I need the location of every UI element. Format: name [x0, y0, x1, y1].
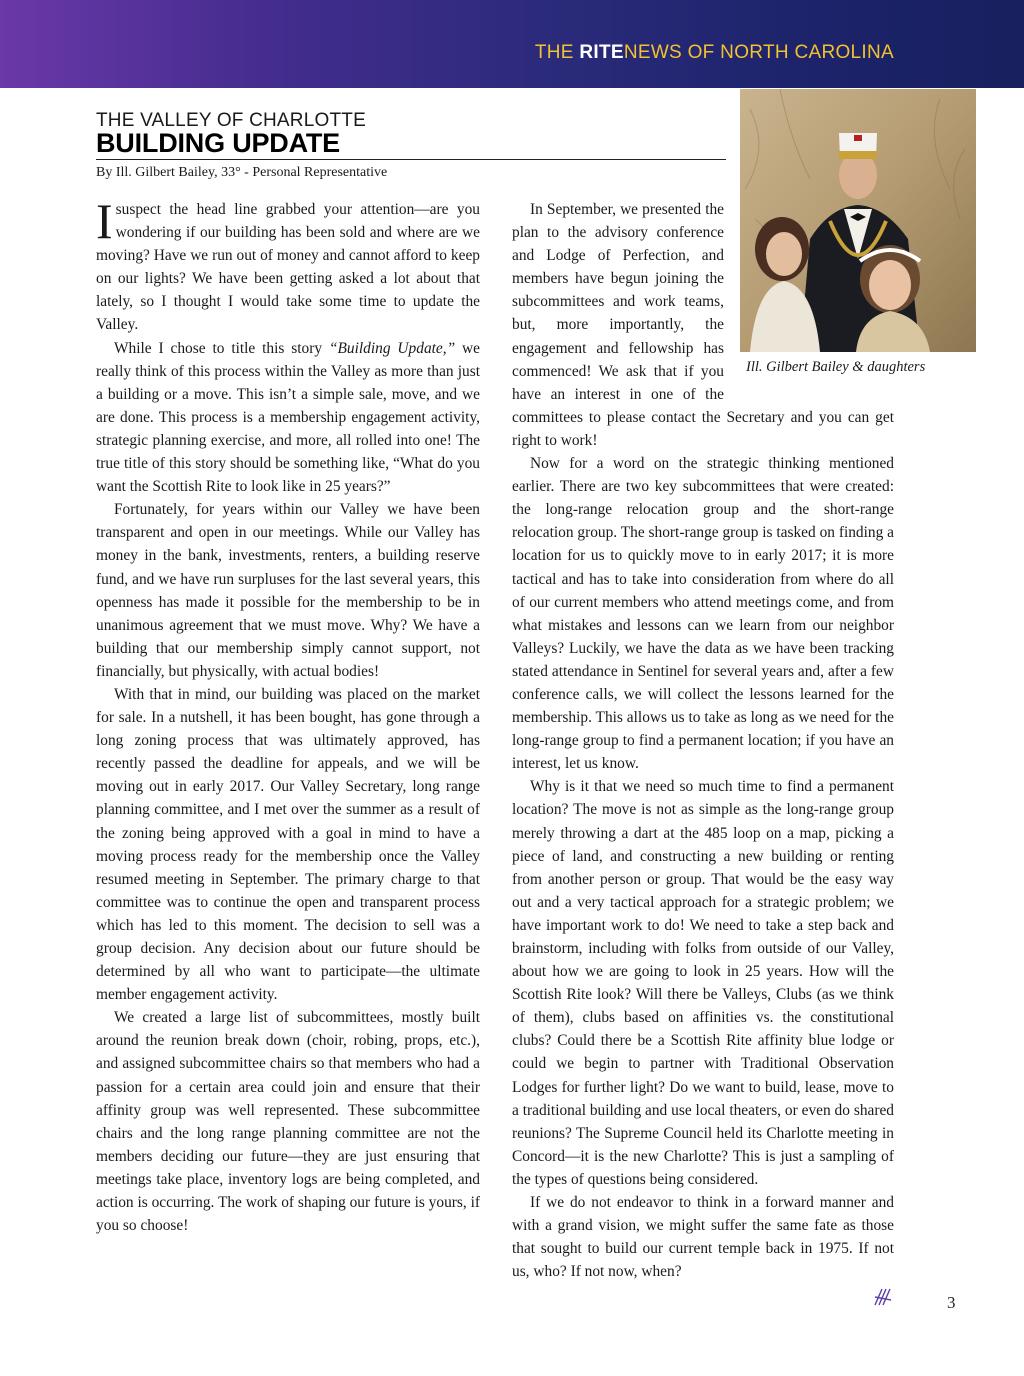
end-mark-icon: [874, 1288, 892, 1306]
paragraph-4: With that in mind, our building was placed on the market for sale. In a nutshell, it has been bought, has gone through a long zoning process that was ultimately approved, has recently passed the deadline for appeals, and we will be moving out in early 2017. Our Valley Secretary, long range planning committee, and I met over the summer as a result of the zoning being approved with a goal in mind to have a moving process ready for the membership once the Valley resumed meeting in September. The primary charge to that committee was to continue the open and transparent process which has led to this moment. The decision to sell was a group decision. Any decision about our future should be determined by all who want to participate—the ultimate member engagement activity.: [96, 685, 480, 1004]
masthead-rite: RITE: [579, 42, 624, 63]
paragraph-3: Fortunately, for years within our Valley we have been transparent and open in our meetings. While our Valley has money in the bank, investments, renters, a building reserve fund, and we have run surpluses for the last several years, this openness has made it possible for the membership to be in unanimous agreement that we must move. Why? We have a building that our membership simply cannot support, not financially, but physically, with actual bodies!: [96, 501, 480, 680]
author-photo: [740, 89, 976, 352]
masthead-suffix: NEWS OF NORTH CAROLINA: [623, 42, 894, 63]
article-headline: BUILDING UPDATE: [96, 128, 340, 158]
photo-caption: Ill. Gilbert Bailey & daughters: [746, 359, 926, 375]
drop-cap: I: [96, 193, 113, 249]
paragraph-5: We created a large list of subcommittees, mostly built around the reunion break down (choir, robing, props, etc.), and assigned subcommittee chairs so that members who had a passion for a certain area could join and ensure that their affinity group was well represented. These subcommittee chairs and the long range planning committee are not the members deciding our future—they are just ensuring that meetings take place, inventory logs are being completed, and action is occurring. The work of shaping our future is yours, if you so choose!: [96, 1009, 480, 1235]
paragraph-7: Now for a word on the strategic thinking mentioned earlier. There are two key subcommittees that were created: the long-range relocation group and the short-range relocation group. The short-range group is tasked on finding a location for us to quickly move to in early 2017; it is more tactical and has to take into consideration from where do all of our current members who attend meetings come, and from what mistakes and lessons can we learn from our neighbor Valleys? Luckily, we have the data as we have been tracking stated attendance in Sentinel for several years and, after a few conference calls, we will collect the lessons learned for the membership. This allows us to take as long as we need for the long-range group to find a permanent location; if you have an interest, let us know.: [512, 455, 894, 773]
article-byline: By Ill. Gilbert Bailey, 33° - Personal Representative: [96, 165, 388, 180]
paragraph-2: While I chose to title this story “Building Update,” we really think of this process within the Valley as more than just a building or a move. This isn’t a simple sale, move, and we are done. This process is a membership engagement activity, strategic planning exercise, and more, all rolled into one! The true title of this story should be something like, “What do you want the Scottish Rite to look like in 25 years?”: [96, 339, 480, 496]
page-number: 3: [947, 1293, 956, 1312]
masthead: THE RITENEWS OF NORTH CAROLINA: [534, 42, 894, 63]
paragraph-6: In September, we presented the plan to the advisory conference and Lodge of Perfection, and members have begun joining the subcommittees and work teams, but, more importantly, the engagement and fellowship has commenced! We ask that if you have an interest in one of the committees to please contact the Secretary and you can get right to work!: [512, 201, 894, 449]
paragraph-9: If we do not endeavor to think in a forward manner and with a grand vision, we might suffer the same fate as those that sought to build our current temple back in 1975. If not us, who? If not now, when?: [512, 1194, 894, 1281]
headline-rule: [96, 159, 726, 160]
article-kicker: THE VALLEY OF CHARLOTTE: [96, 110, 366, 131]
paragraph-8: Why is it that we need so much time to find a permanent location? The move is not as simple as the long-range group merely throwing a dart at the 485 loop on a map, picking a piece of land, and constructing a new building or renting from another person or group. That would be the easy way out and a very tactical approach for a strategic problem; we have important work to do! We need to take a step back and brainstorm, including with folks from outside of our Valley, about how we are going to look in 25 years. How will the Scottish Rite look? Will there be Valleys, Clubs (as we think of them), clubs based on affinities vs. the constitutional clubs? Could there be a Scottish Rite affinity blue lodge or could we begin to partner with Traditional Observation Lodges for further light? Do we want to build, lease, move to a traditional building and use local theaters, or even do shared reunions? The Supreme Council held its Charlotte meeting in Concord—it is the new Charlotte? This is just a sampling of the types of questions being considered.: [512, 778, 894, 1188]
story-title: “Building Update,”: [328, 339, 456, 357]
article-column-left: [96, 193, 480, 1237]
paragraph-1: Isuspect the head line grabbed your attention—are you wondering if our building has been sold and where are we moving? Have we run out of money and cannot afford to keep on our lights? We have been getting asked a lot about that lately, so I thought I would take some time to update the Valley.: [96, 193, 480, 334]
